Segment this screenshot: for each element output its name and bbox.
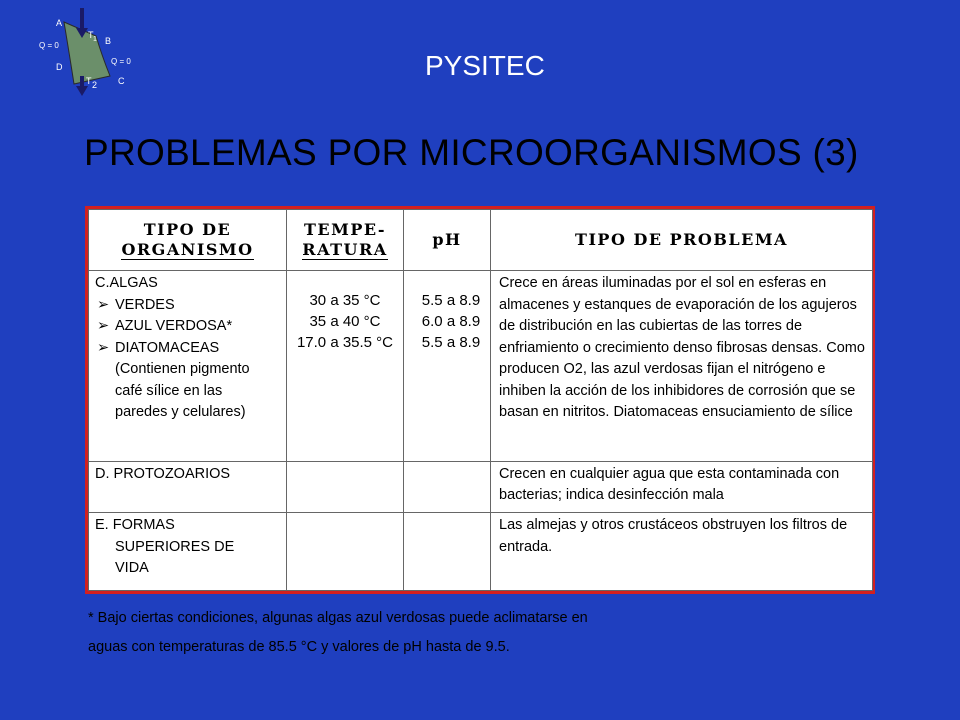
table-row-algas — [89, 271, 873, 462]
cell-protozoarios-temperature — [287, 461, 404, 512]
cell-algas-problem — [491, 271, 873, 462]
cell-protozoarios-organism — [89, 461, 287, 512]
algas-ph-diatomaceas: 5.5 a 8.9 — [421, 334, 481, 352]
cell-algas-temperature — [287, 271, 404, 462]
heat-out-arrowhead — [76, 86, 88, 96]
label-t1: T — [88, 30, 94, 40]
algas-note: (Contienen pigmento café sílice en las paredes y celulares) — [115, 361, 250, 421]
header-organism — [89, 210, 287, 271]
formas-problem: Las almejas y otros crustáceos obstruyen los filtros de entrada. — [499, 517, 848, 555]
header-problem-label: TIPO DE PROBLEMA — [575, 230, 788, 250]
footnote — [88, 604, 788, 662]
arrow-bullet-icon: ➢ — [97, 318, 110, 335]
cell-algas-organism — [89, 271, 287, 462]
formas-name: E. FORMAS SUPERIORES DE VIDA — [95, 517, 235, 577]
algas-ph-verdes: 5.5 a 8.9 — [421, 292, 481, 310]
cell-protozoarios-problem — [491, 461, 873, 512]
algas-name: C.ALGAS — [95, 275, 158, 292]
label-q-right: Q = 0 — [111, 57, 131, 66]
header-temperature-line1: TEMPE- — [304, 220, 386, 240]
header-row — [89, 210, 873, 271]
label-t1-sub: 1 — [93, 36, 97, 43]
list-item — [95, 316, 280, 338]
header-temperature-line2: RATURA — [302, 240, 388, 260]
table-row-protozoarios — [89, 461, 873, 512]
header-ph — [404, 210, 491, 271]
cell-protozoarios-ph — [404, 461, 491, 512]
algas-item-diatomaceas: DIATOMACEAS — [115, 339, 220, 356]
protozoarios-problem: Crecen en cualquier agua que esta contaminada con bacterias; indica desinfección mala — [499, 465, 840, 504]
header-temperature — [287, 210, 404, 271]
list-item — [95, 338, 280, 360]
header-organism-line2: ORGANISMO — [121, 240, 254, 260]
cell-formas-organism — [89, 513, 287, 591]
label-a: A — [56, 18, 63, 28]
algas-temp-diatomaceas: 17.0 a 35.5 °C — [296, 334, 394, 352]
header-problem — [491, 210, 873, 271]
cell-algas-ph — [404, 271, 491, 462]
protozoarios-name: D. PROTOZOARIOS — [95, 465, 231, 482]
microorganism-table — [85, 206, 875, 594]
algas-item-azul-verdosa: AZUL VERDOSA* — [115, 318, 233, 335]
footnote-line1: * Bajo ciertas condiciones, algunas algas azul verdosas puede aclimatarse en — [88, 610, 588, 626]
label-d: D — [56, 62, 63, 72]
cycle-shape — [64, 22, 110, 84]
table-row-formas — [89, 513, 873, 591]
algas-temp-azul-verdosa: 35 a 40 °C — [309, 313, 381, 331]
algas-temp-verdes: 30 a 35 °C — [309, 292, 381, 310]
label-c: C — [118, 76, 125, 86]
cell-formas-temperature — [287, 513, 404, 591]
footnote-line2: aguas con temperaturas de 85.5 °C y valores de pH hasta de 9.5. — [88, 639, 510, 655]
list-item — [95, 295, 280, 317]
algas-item-verdes: VERDES — [115, 296, 175, 313]
arrow-bullet-icon: ➢ — [97, 296, 110, 313]
arrow-bullet-icon: ➢ — [97, 339, 110, 356]
label-b: B — [105, 36, 112, 46]
header-organism-line1: TIPO DE — [143, 220, 232, 240]
cell-formas-problem — [491, 513, 873, 591]
brand-name: PYSITEC — [425, 50, 545, 81]
algas-problem: Crece en áreas iluminadas por el sol en esferas en almacenes y estanques de evaporación de los agujeros de distribución en las cubiertas de las torres de enfriamiento o crecimiento denso fibrosas densas. Como producen O2, las azul verdosas fijan el nitrógeno e inhiben la acción de los inhibidores de corrosión que se basan en nitritos. Diatomaceas ensuciamiento de sílice — [499, 275, 865, 421]
label-q-left: Q = 0 — [39, 41, 59, 50]
slide-title: PROBLEMAS POR MICROORGANISMOS (3) — [84, 132, 859, 173]
label-t2: T — [86, 76, 92, 86]
algas-ph-azul-verdosa: 6.0 a 8.9 — [421, 313, 481, 331]
cell-formas-ph — [404, 513, 491, 591]
carnot-cycle-logo — [34, 6, 144, 96]
label-t2-sub: 2 — [92, 80, 98, 90]
header-ph-label: pH — [432, 230, 462, 250]
